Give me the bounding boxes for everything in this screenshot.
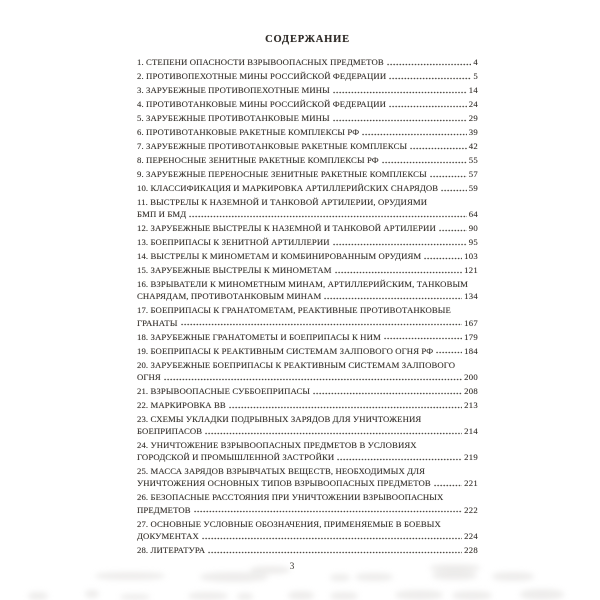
dot-leader bbox=[389, 105, 467, 108]
toc-entry-text: 3. ЗАРУБЕЖНЫЕ ПРОТИВОПЕХОТНЫЕ МИНЫ bbox=[137, 85, 330, 95]
toc-entry bbox=[137, 518, 478, 542]
toc-entry-page-number: 134 bbox=[464, 291, 478, 302]
toc-entry-text: 5. ЗАРУБЕЖНЫЕ ПРОТИВОТАНКОВЫЕ МИНЫ bbox=[137, 113, 330, 123]
toc-entry-last-line bbox=[137, 236, 478, 248]
toc-entry-page-number: 228 bbox=[464, 544, 478, 555]
toc-entry-page-number: 14 bbox=[468, 85, 478, 95]
toc-entry-last-line bbox=[137, 425, 478, 437]
toc-entry-page-number: 221 bbox=[464, 478, 478, 489]
dot-leader bbox=[441, 189, 467, 192]
toc-entry bbox=[137, 168, 478, 180]
toc-entry bbox=[137, 250, 478, 262]
toc-entry bbox=[137, 385, 478, 397]
toc-entry-text-line: 16. ВЗРЫВАТЕЛИ К МИНОМЕТНЫМ МИНАМ, АРТИЛЛЕРИЙСКИМ, ТАНКОВЫМ bbox=[137, 279, 469, 290]
toc-entry-text: 13. БОЕПРИПАСЫ К ЗЕНИТНОЙ АРТИЛЛЕРИИ bbox=[137, 237, 330, 248]
table-of-contents bbox=[137, 56, 478, 558]
dot-leader bbox=[387, 63, 472, 66]
toc-entry-last-line bbox=[137, 222, 478, 234]
scan-artifact bbox=[85, 590, 99, 598]
toc-entry-last-line bbox=[137, 112, 478, 124]
scan-artifact bbox=[330, 574, 350, 581]
toc-entry-text: БОЕПРИПАСОВ bbox=[137, 426, 203, 437]
dot-leader bbox=[337, 458, 462, 461]
toc-entry-last-line bbox=[137, 290, 478, 302]
toc-entry-last-line bbox=[137, 70, 478, 82]
scan-artifact bbox=[520, 589, 564, 600]
toc-entry-text-line: 26. БЕЗОПАСНЫЕ РАССТОЯНИЯ ПРИ УНИЧТОЖЕНИИ ВЗРЫВООПАСНЫХ bbox=[137, 492, 444, 503]
dot-leader bbox=[439, 229, 467, 232]
toc-entry bbox=[137, 465, 478, 489]
toc-entry bbox=[137, 264, 478, 276]
toc-entry-last-line bbox=[137, 544, 478, 556]
scan-artifact bbox=[492, 572, 534, 581]
toc-entry-last-line bbox=[137, 140, 478, 152]
toc-entry-last-line bbox=[137, 84, 478, 96]
dot-leader bbox=[430, 175, 467, 178]
toc-entry-text: 18. ЗАРУБЕЖНЫЕ ГРАНАТОМЕТЫ И БОЕПРИПАСЫ К НИМ bbox=[137, 331, 381, 342]
toc-entry-text: 22. МАРКИРОВКА ВВ bbox=[137, 399, 226, 410]
toc-entry bbox=[137, 331, 478, 343]
scan-artifact bbox=[188, 592, 228, 600]
dot-leader bbox=[324, 297, 462, 300]
toc-entry-page-number: 42 bbox=[468, 141, 478, 151]
toc-entry-text: 19. БОЕПРИПАСЫ К РЕАКТИВНЫМ СИСТЕМАМ ЗАЛПОВОГО ОГНЯ РФ bbox=[137, 345, 434, 356]
dot-leader bbox=[333, 91, 467, 94]
scan-artifact bbox=[395, 590, 443, 600]
toc-entry bbox=[137, 491, 478, 515]
dot-leader bbox=[208, 551, 462, 554]
dot-leader bbox=[205, 432, 462, 435]
toc-entry bbox=[137, 70, 478, 82]
toc-entry bbox=[137, 304, 478, 328]
toc-entry-text: 2. ПРОТИВОПЕХОТНЫЕ МИНЫ РОССИЙСКОЙ ФЕДЕРАЦИИ bbox=[137, 71, 387, 81]
toc-entry-last-line bbox=[137, 530, 478, 542]
toc-entry bbox=[137, 126, 478, 138]
toc-entry-last-line bbox=[137, 385, 478, 397]
toc-entry-page-number: 200 bbox=[464, 371, 478, 382]
page-title: СОДЕРЖАНИЕ bbox=[265, 34, 350, 45]
dot-leader bbox=[194, 510, 462, 513]
toc-entry-text: СНАРЯДАМ, ПРОТИВОТАНКОВЫМ МИНАМ bbox=[137, 291, 322, 302]
toc-entry bbox=[137, 154, 478, 166]
toc-entry-last-line bbox=[137, 399, 478, 411]
page-number: 3 bbox=[289, 562, 295, 572]
toc-entry-last-line bbox=[137, 154, 478, 166]
scan-artifact bbox=[452, 591, 492, 600]
toc-entry-page-number: 214 bbox=[464, 426, 478, 437]
toc-entry-text: 10. КЛАССИФИКАЦИЯ И МАРКИРОВКА АРТИЛЛЕРИЙСКИХ СНАРЯДОВ bbox=[137, 183, 439, 193]
toc-entry-page-number: 90 bbox=[468, 223, 478, 234]
toc-entry-text: 4. ПРОТИВОТАНКОВЫЕ МИНЫ РОССИЙСКОЙ ФЕДЕРАЦИИ bbox=[137, 99, 387, 109]
toc-entry-last-line bbox=[137, 126, 478, 138]
toc-entry-page-number: 24 bbox=[468, 99, 478, 109]
toc-entry-page-number: 5 bbox=[473, 71, 478, 81]
toc-entry-last-line bbox=[137, 56, 478, 68]
toc-entry-last-line bbox=[137, 331, 478, 343]
dot-leader bbox=[202, 537, 462, 540]
dot-leader bbox=[335, 271, 462, 274]
toc-entry-last-line bbox=[137, 182, 478, 194]
toc-entry-last-line bbox=[137, 477, 478, 489]
toc-entry-page-number: 39 bbox=[468, 127, 478, 137]
toc-entry bbox=[137, 196, 478, 220]
toc-entry-text: БМП И БМД bbox=[137, 209, 187, 220]
dot-leader bbox=[362, 133, 467, 136]
toc-entry-text: 15. ЗАРУБЕЖНЫЕ ВЫСТРЕЛЫ К МИНОМЕТАМ bbox=[137, 265, 332, 276]
toc-entry bbox=[137, 56, 478, 68]
toc-entry-last-line bbox=[137, 371, 478, 383]
toc-entry-page-number: 184 bbox=[464, 345, 478, 356]
toc-entry-page-number: 208 bbox=[464, 385, 478, 396]
scan-artifact bbox=[120, 594, 150, 600]
toc-entry bbox=[137, 84, 478, 96]
dot-leader bbox=[333, 119, 467, 122]
toc-entry-text: ГОРОДСКОЙ И ПРОМЫШЛЕННОЙ ЗАСТРОЙКИ bbox=[137, 452, 335, 463]
toc-entry-page-number: 95 bbox=[468, 237, 478, 248]
toc-entry-text: 12. ЗАРУБЕЖНЫЕ ВЫСТРЕЛЫ К НАЗЕМНОЙ И ТАНКОВОЙ АРТИЛЕРИИ bbox=[137, 223, 436, 234]
toc-entry-page-number: 222 bbox=[464, 504, 478, 515]
toc-entry bbox=[137, 112, 478, 124]
toc-entry-text: 28. ЛИТЕРАТУРА bbox=[137, 544, 206, 555]
scan-artifact bbox=[200, 572, 268, 582]
toc-entry-page-number: 167 bbox=[464, 317, 478, 328]
toc-entry bbox=[137, 345, 478, 357]
dot-leader bbox=[436, 351, 462, 354]
dot-leader bbox=[410, 147, 466, 150]
toc-entry-last-line bbox=[137, 345, 478, 357]
toc-entry-text: 14. ВЫСТРЕЛЫ К МИНОМЕТАМ И КОМБИНИРОВАННЫМ ОРУДИЯМ bbox=[137, 251, 422, 262]
toc-entry-page-number: 121 bbox=[464, 265, 478, 276]
toc-entry-page-number: 55 bbox=[468, 155, 478, 165]
toc-entry-page-number: 59 bbox=[468, 183, 478, 193]
toc-entry bbox=[137, 98, 478, 110]
dot-leader bbox=[384, 337, 462, 340]
toc-entry-text-line: 24. УНИЧТОЖЕНИЕ ВЗРЫВООПАСНЫХ ПРЕДМЕТОВ В УСЛОВИЯХ bbox=[137, 440, 417, 451]
toc-entry-text-line: 20. ЗАРУБЕЖНЫЕ БОЕПРИПАСЫ К РЕАКТИВНЫМ СИСТЕМАМ ЗАЛПОВОГО bbox=[137, 359, 456, 370]
toc-entry-page-number: 4 bbox=[473, 57, 478, 67]
dot-leader bbox=[229, 406, 462, 409]
dot-leader bbox=[333, 243, 467, 246]
toc-entry-last-line bbox=[137, 168, 478, 180]
dot-leader bbox=[313, 392, 462, 395]
toc-entry-page-number: 103 bbox=[464, 251, 478, 262]
toc-entry-text: ДОКУМЕНТАХ bbox=[137, 530, 199, 541]
toc-entry-text: ПРЕДМЕТОВ bbox=[137, 504, 191, 515]
toc-entry-text: УНИЧТОЖЕНИЯ ОСНОВНЫХ ТИПОВ ВЗРЫВООПАСНЫХ ПРЕДМЕТОВ bbox=[137, 478, 431, 489]
toc-entry-last-line bbox=[137, 451, 478, 463]
toc-entry-last-line bbox=[137, 98, 478, 110]
toc-entry-text-line: 27. ОСНОВНЫЕ УСЛОВНЫЕ ОБОЗНАЧЕНИЯ, ПРИМЕНЯЕМЫЕ В БОЕВЫХ bbox=[137, 518, 441, 529]
toc-entry bbox=[137, 399, 478, 411]
scan-artifact bbox=[355, 573, 393, 581]
toc-entry-text-line: 17. БОЕПРИПАСЫ К ГРАНАТОМЕТАМ, РЕАКТИВНЫЕ ПРОТИВОТАНКОВЫЕ bbox=[137, 305, 451, 316]
toc-entry-text: ГРАНАТЫ bbox=[137, 317, 178, 328]
toc-entry bbox=[137, 140, 478, 152]
toc-entry-page-number: 219 bbox=[464, 452, 478, 463]
dot-leader bbox=[189, 215, 466, 218]
toc-entry-last-line bbox=[137, 264, 478, 276]
toc-entry-text: 6. ПРОТИВОТАНКОВЫЕ РАКЕТНЫЕ КОМПЛЕКСЫ РФ bbox=[137, 127, 360, 137]
toc-entry-last-line bbox=[137, 317, 478, 329]
toc-entry bbox=[137, 222, 478, 234]
dot-leader bbox=[424, 257, 462, 260]
toc-entry bbox=[137, 544, 478, 556]
toc-entry bbox=[137, 359, 478, 383]
dot-leader bbox=[382, 161, 467, 164]
toc-entry-page-number: 57 bbox=[468, 169, 478, 179]
dot-leader bbox=[434, 484, 462, 487]
toc-entry-page-number: 29 bbox=[468, 113, 478, 123]
toc-entry-text: 1. СТЕПЕНИ ОПАСНОСТИ ВЗРЫВООПАСНЫХ ПРЕДМЕТОВ bbox=[137, 57, 384, 67]
toc-entry bbox=[137, 413, 478, 437]
toc-entry-text-line: 11. ВЫСТРЕЛЫ К НАЗЕМНОЙ И ТАНКОВОЙ АРТИЛЕРИИ, ОРУДИЯМИ bbox=[137, 197, 428, 207]
scan-artifact bbox=[237, 593, 253, 600]
toc-entry-last-line bbox=[137, 250, 478, 262]
toc-entry-text: ОГНЯ bbox=[137, 371, 161, 382]
toc-entry-text: 9. ЗАРУБЕЖНЫЕ ПЕРЕНОСНЫЕ ЗЕНИТНЫЕ РАКЕТНЫЕ КОМПЛЕКСЫ bbox=[137, 169, 427, 179]
scan-artifact bbox=[330, 592, 358, 600]
scan-artifact bbox=[95, 572, 165, 580]
toc-entry-page-number: 179 bbox=[464, 331, 478, 342]
dot-leader bbox=[181, 323, 463, 326]
toc-entry bbox=[137, 182, 478, 194]
toc-entry-last-line bbox=[137, 504, 478, 516]
toc-entry-page-number: 213 bbox=[464, 399, 478, 410]
toc-entry-text: 7. ЗАРУБЕЖНЫЕ ПРОТИВОТАНКОВЫЕ РАКЕТНЫЕ КОМПЛЕКСЫ bbox=[137, 141, 408, 151]
scan-artifact bbox=[288, 591, 314, 600]
toc-entry-text: 8. ПЕРЕНОСНЫЕ ЗЕНИТНЫЕ РАКЕТНЫЕ КОМПЛЕКСЫ РФ bbox=[137, 155, 379, 165]
dot-leader bbox=[389, 77, 471, 80]
dot-leader bbox=[164, 378, 462, 381]
toc-entry-text: 21. ВЗРЫВООПАСНЫЕ СУББОЕПРИПАСЫ bbox=[137, 385, 311, 396]
toc-entry bbox=[137, 439, 478, 463]
toc-entry-last-line bbox=[137, 208, 478, 220]
toc-entry-text-line: 25. МАССА ЗАРЯДОВ ВЗРЫВЧАТЫХ ВЕЩЕСТВ, НЕОБХОДИМЫХ ДЛЯ bbox=[137, 466, 426, 477]
scan-artifact bbox=[28, 592, 48, 600]
toc-entry-page-number: 64 bbox=[468, 209, 478, 220]
toc-entry bbox=[137, 278, 478, 302]
toc-entry bbox=[137, 236, 478, 248]
toc-entry-text-line: 23. СХЕМЫ УКЛАДКИ ПОДРЫВНЫХ ЗАРЯДОВ ДЛЯ УНИЧТОЖЕНИЯ bbox=[137, 413, 422, 424]
toc-entry-page-number: 224 bbox=[464, 530, 478, 541]
